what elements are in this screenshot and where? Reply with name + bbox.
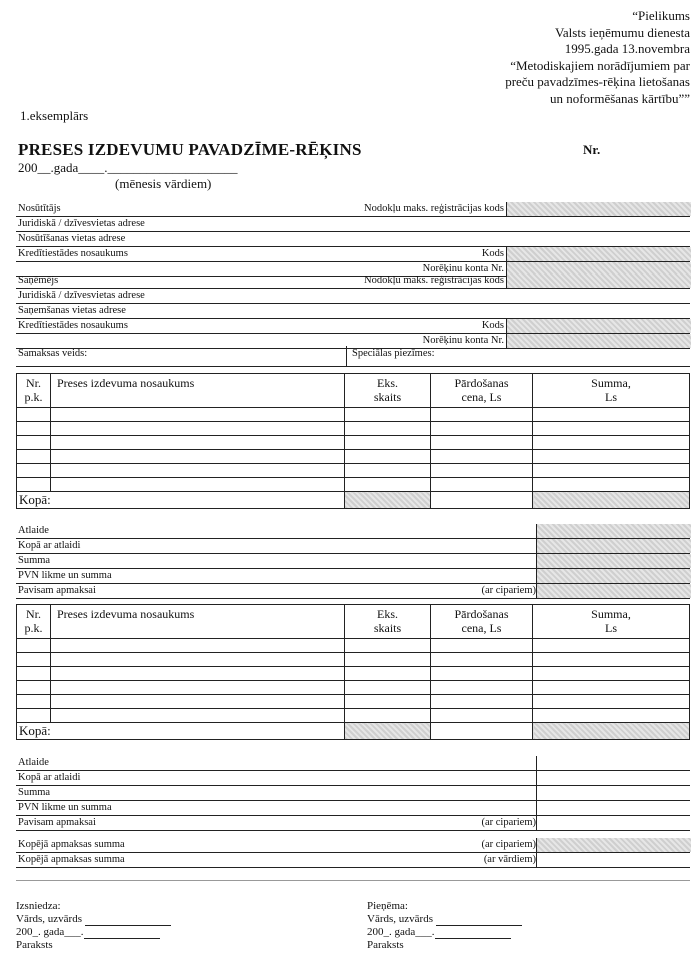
table-row[interactable] <box>17 639 690 653</box>
summary-value[interactable] <box>536 756 691 770</box>
header-line: un noformēšanas kārtību”” <box>549 90 690 106</box>
total-row <box>17 492 690 509</box>
document-title: PRESES IZDEVUMU PAVADZĪME-RĒĶINS <box>18 140 362 159</box>
summary-label: Pavisam apmaksai <box>18 817 96 828</box>
col-header-price: Pārdošanas cena, Ls <box>431 605 533 639</box>
total-label: Kopā: <box>17 492 345 509</box>
total-sum[interactable] <box>533 492 690 509</box>
summary-label: Atlaide <box>18 525 49 536</box>
summary-value[interactable] <box>536 554 691 568</box>
row-label: Nosūtītājs <box>18 203 61 214</box>
sender-row[interactable] <box>16 217 690 232</box>
row-label: Juridiskā / dzīvesvietas adrese <box>18 290 145 301</box>
row-label: Nosūtīšanas vietas adrese <box>18 233 126 244</box>
row-label: Juridiskā / dzīvesvietas adrese <box>18 218 145 229</box>
row-right-label: Norēķinu konta Nr. <box>422 335 504 346</box>
summary-label: Kopā ar atlaidi <box>18 540 81 551</box>
table-row[interactable] <box>17 464 690 478</box>
col-header-sum: Summa, Ls <box>533 605 690 639</box>
summary-block-1 <box>16 524 690 599</box>
payment-notes-row <box>16 346 690 367</box>
grand-value[interactable] <box>536 838 691 852</box>
table-row[interactable] <box>17 653 690 667</box>
sender-block <box>16 202 690 277</box>
issued-date-label: 200_. gada___. <box>16 926 84 938</box>
input-box[interactable] <box>506 247 691 261</box>
summary-label: Pavisam apmaksai <box>18 585 96 596</box>
grand-total-block <box>16 838 690 868</box>
receiver-row[interactable] <box>16 319 690 334</box>
receiver-row[interactable] <box>16 289 690 304</box>
row-right-label: Kods <box>481 320 504 331</box>
issued-title: Izsniedza: <box>16 900 61 912</box>
grand-hint: (ar vārdiem) <box>483 854 536 865</box>
summary-value[interactable] <box>536 524 691 538</box>
row-right-label: Norēķinu konta Nr. <box>422 263 504 274</box>
summary-label: PVN likme un summa <box>18 570 112 581</box>
received-name-label: Vārds, uzvārds <box>367 913 433 925</box>
table-row[interactable] <box>17 695 690 709</box>
payment-type-label: Samaksas veids: <box>18 348 88 359</box>
row-right-label: Kods <box>481 248 504 259</box>
receiver-row[interactable] <box>16 274 690 289</box>
summary-value[interactable] <box>536 771 691 785</box>
row-label: Kredītiestādes nosaukums <box>18 320 128 331</box>
summary-label: Summa <box>18 555 51 566</box>
items-table-1 <box>16 373 690 509</box>
table-row[interactable] <box>17 667 690 681</box>
table-row[interactable] <box>17 450 690 464</box>
summary-block-2 <box>16 756 690 831</box>
row-label: Saņēmējs <box>18 275 59 286</box>
issued-date-field[interactable] <box>84 938 160 939</box>
total-sum[interactable] <box>533 723 690 740</box>
table-row[interactable] <box>17 681 690 695</box>
issued-by-block <box>16 900 171 952</box>
sender-row[interactable] <box>16 202 690 217</box>
issued-name-label: Vārds, uzvārds <box>16 913 82 925</box>
table-row[interactable] <box>17 709 690 723</box>
col-header-name: Preses izdevuma nosaukums <box>51 605 345 639</box>
grand-hint: (ar cipariem) <box>481 839 536 850</box>
col-header-nr: Nr. p.k. <box>17 605 51 639</box>
table-row[interactable] <box>17 436 690 450</box>
col-header-name: Preses izdevuma nosaukums <box>51 374 345 408</box>
total-label: Kopā: <box>17 723 345 740</box>
col-header-qty: Eks. skaits <box>345 605 431 639</box>
summary-value[interactable] <box>536 569 691 583</box>
summary-label: Atlaide <box>18 757 49 768</box>
received-date-field[interactable] <box>435 938 511 939</box>
issued-sign-label: Paraksts <box>16 939 53 951</box>
summary-value[interactable] <box>536 801 691 815</box>
copy-label: 1.eksemplārs <box>20 108 89 123</box>
items-table-2 <box>16 604 690 740</box>
col-header-price: Pārdošanas cena, Ls <box>431 374 533 408</box>
special-notes-label: Speciālas piezīmes: <box>352 348 435 359</box>
total-qty[interactable] <box>345 723 431 740</box>
received-date-label: 200_. gada___. <box>367 926 435 938</box>
input-box[interactable] <box>506 202 691 216</box>
total-qty[interactable] <box>345 492 431 509</box>
summary-hint: (ar cipariem) <box>481 585 536 596</box>
input-box[interactable] <box>506 319 691 333</box>
header-line: Valsts ieņēmumu dienesta <box>554 24 690 40</box>
summary-label: Summa <box>18 787 51 798</box>
row-label: Saņemšanas vietas adrese <box>18 305 126 316</box>
grand-label: Kopējā apmaksas summa <box>18 854 125 865</box>
total-row <box>17 723 690 740</box>
grand-label: Kopējā apmaksas summa <box>18 839 125 850</box>
row-right-label: Nodokļu maks. reģistrācijas kods <box>364 275 504 286</box>
row-right-label: Nodokļu maks. reģistrācijas kods <box>364 203 504 214</box>
table-row[interactable] <box>17 422 690 436</box>
receiver-block <box>16 274 690 349</box>
month-hint: (mēnesis vārdiem) <box>115 176 212 191</box>
header-line: 1995.gada 13.novembra <box>564 41 690 56</box>
col-header-nr: Nr. p.k. <box>17 374 51 408</box>
summary-value[interactable] <box>536 584 691 598</box>
summary-value[interactable] <box>536 816 691 830</box>
appendix-header <box>505 8 690 107</box>
header-line: “Pielikums <box>632 8 690 23</box>
summary-label: Kopā ar atlaidi <box>18 772 81 783</box>
col-header-qty: Eks. skaits <box>345 374 431 408</box>
received-sign-label: Paraksts <box>367 939 404 951</box>
row-label: Kredītiestādes nosaukums <box>18 248 128 259</box>
col-header-sum: Summa, Ls <box>533 374 690 408</box>
header-line: preču pavadzīmes-rēķina lietošanas <box>505 74 690 89</box>
summary-label: PVN likme un summa <box>18 802 112 813</box>
grand-value[interactable] <box>536 853 691 867</box>
sender-row[interactable] <box>16 232 690 247</box>
receiver-row[interactable] <box>16 304 690 319</box>
input-box[interactable] <box>506 274 691 288</box>
table-row[interactable] <box>17 478 690 492</box>
received-title: Pieņēma: <box>367 900 408 912</box>
summary-value[interactable] <box>536 786 691 800</box>
sender-row[interactable] <box>16 247 690 262</box>
summary-value[interactable] <box>536 539 691 553</box>
summary-hint: (ar cipariem) <box>481 817 536 828</box>
table-row[interactable] <box>17 408 690 422</box>
header-line: “Metodiskajiem norādījumiem par <box>510 57 690 73</box>
date-line: 200__.gada____.____________________ <box>18 160 238 175</box>
number-label: Nr. <box>583 142 601 157</box>
received-by-block <box>367 900 522 952</box>
